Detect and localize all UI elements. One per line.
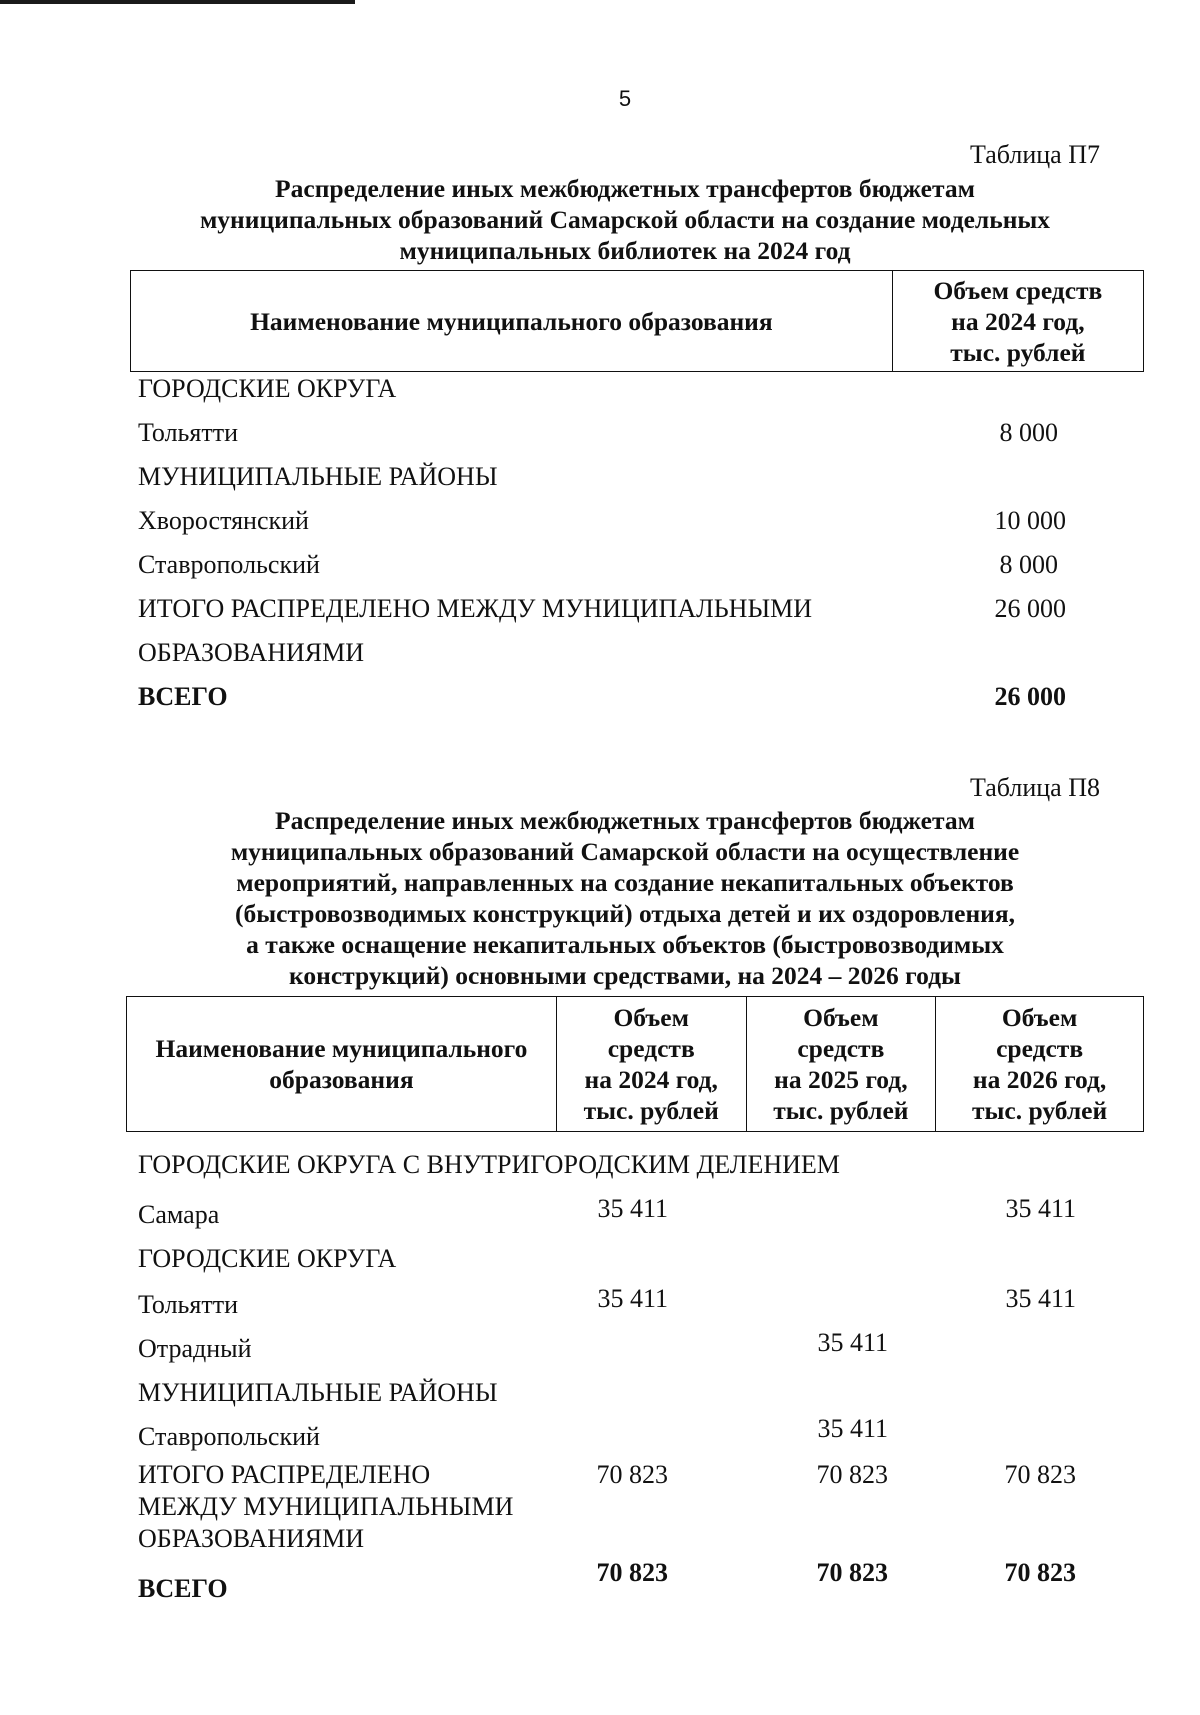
table-p8-title-line: а также оснащение некапитальных объектов (быстровозводимых (246, 930, 1004, 959)
table-p7-header (130, 270, 1144, 372)
table-p7-row-value: 8 000 (999, 418, 1058, 447)
table-p8-row-name: Ставропольский (138, 1422, 320, 1451)
table-p8-header (126, 996, 1144, 1132)
table-p8-header-2025 (746, 997, 936, 1132)
table-p8-value-2024: 35 411 (597, 1284, 668, 1313)
table-p7-total-label: ВСЕГО (138, 682, 228, 711)
table-p7-total-value: 26 000 (994, 682, 1066, 711)
table-p8-title (50, 805, 1200, 991)
header-line: на 2026 год, (972, 1065, 1107, 1094)
header-line: на 2024 год, (951, 306, 1085, 336)
header-line: на 2024 год, (584, 1065, 718, 1094)
table-p8-header-2026 (936, 997, 1144, 1132)
table-p8-value-2024: 35 411 (597, 1194, 668, 1223)
table-p7-row-value: 26 000 (994, 594, 1066, 623)
table-p8-total-label: ВСЕГО (138, 1574, 228, 1603)
table-p7-row-name: ОБРАЗОВАНИЯМИ (138, 638, 365, 667)
header-line: тыс. рублей (773, 1096, 909, 1125)
table-p8-total-2025: 70 823 (816, 1558, 888, 1587)
table-p7-row-name: Хворостянский (138, 506, 309, 535)
table-p8-row-name: Тольятти (138, 1290, 239, 1319)
table-p8-row-name: Отрадный (138, 1334, 252, 1363)
header-line: образования (269, 1065, 414, 1094)
table-p8-title-line: Распределение иных межбюджетных трансфертов бюджетам (275, 806, 975, 835)
table-p8-title-line: муниципальных образований Самарской области на осуществление (230, 837, 1020, 866)
table-p7-row-name: Тольятти (138, 418, 239, 447)
table-p8-row-name: ГОРОДСКИЕ ОКРУГА С ВНУТРИГОРОДСКИМ ДЕЛЕНИЕМ (138, 1150, 840, 1179)
table-p7-header-amount (892, 271, 1143, 372)
table-p8-title-line: мероприятий, направленных на создание некапитальных объектов (236, 868, 1014, 897)
table-p7-row-name: ИТОГО РАСПРЕДЕЛЕНО МЕЖДУ МУНИЦИПАЛЬНЫМИ (138, 594, 813, 623)
table-p8-value-2026: 35 411 (1005, 1284, 1076, 1313)
table-p8-row-name: Самара (138, 1200, 220, 1229)
table-p8-value-2025: 70 823 (816, 1460, 888, 1489)
table-p8-row-name: ОБРАЗОВАНИЯМИ (138, 1524, 365, 1553)
table-p8-header-2024 (556, 997, 746, 1132)
table-p7-row-name: ГОРОДСКИЕ ОКРУГА (138, 374, 397, 403)
table-p8-value-2026: 70 823 (1004, 1460, 1076, 1489)
header-line: Наименование муниципального (155, 1034, 528, 1063)
table-p7-title-line: муниципальных образований Самарской области на создание модельных (199, 205, 1051, 234)
table-p8-value-2025: 35 411 (817, 1328, 888, 1357)
table-p7-row-value: 10 000 (994, 506, 1066, 535)
header-line: тыс. рублей (583, 1096, 719, 1125)
table-p8-label: Таблица П8 (970, 773, 1100, 802)
header-line: Объем (803, 1003, 879, 1032)
table-p7-row-value: 8 000 (999, 550, 1058, 579)
table-p8-row-name: ГОРОДСКИЕ ОКРУГА (138, 1244, 397, 1273)
header-line: средств (797, 1034, 885, 1063)
table-p8-row-name: МУНИЦИПАЛЬНЫЕ РАЙОНЫ (138, 1378, 498, 1407)
header-line: Объем средств (933, 275, 1103, 305)
table-p7-row-name: Ставропольский (138, 550, 320, 579)
header-line: средств (607, 1034, 695, 1063)
header-line: средств (996, 1034, 1084, 1063)
table-p8-value-2026: 35 411 (1005, 1194, 1076, 1223)
header-line: на 2025 год, (774, 1065, 908, 1094)
table-p8-title-line: конструкций) основными средствами, на 2024 – 2026 годы (289, 961, 961, 990)
table-p8-row-name: МЕЖДУ МУНИЦИПАЛЬНЫМИ (138, 1492, 514, 1521)
table-p8-total-2026: 70 823 (1004, 1558, 1076, 1587)
table-p8-total-2024: 70 823 (596, 1558, 668, 1587)
page-number: 5 (618, 86, 632, 111)
top-scan-rule (0, 0, 355, 4)
table-p7-title (50, 173, 1200, 266)
header-line: тыс. рублей (950, 337, 1086, 367)
table-p8-header-name (127, 997, 557, 1132)
table-p7-title-line: муниципальных библиотек на 2024 год (399, 236, 851, 265)
table-p8-row-name: ИТОГО РАСПРЕДЕЛЕНО (138, 1460, 431, 1489)
table-p7-header-name: Наименование муниципального образования (131, 271, 893, 372)
table-p8-value-2025: 35 411 (817, 1414, 888, 1443)
table-p8-value-2024: 70 823 (596, 1460, 668, 1489)
table-p8-title-line: (быстровозводимых конструкций) отдыха детей и их оздоровления, (234, 899, 1016, 928)
header-line: тыс. рублей (971, 1096, 1108, 1125)
header-line: Объем (1001, 1003, 1078, 1032)
header-line: Объем (613, 1003, 689, 1032)
table-p7-label: Таблица П7 (970, 140, 1100, 169)
table-p7-row-name: МУНИЦИПАЛЬНЫЕ РАЙОНЫ (138, 462, 498, 491)
table-p7-title-line: Распределение иных межбюджетных трансфертов бюджетам (275, 174, 975, 203)
